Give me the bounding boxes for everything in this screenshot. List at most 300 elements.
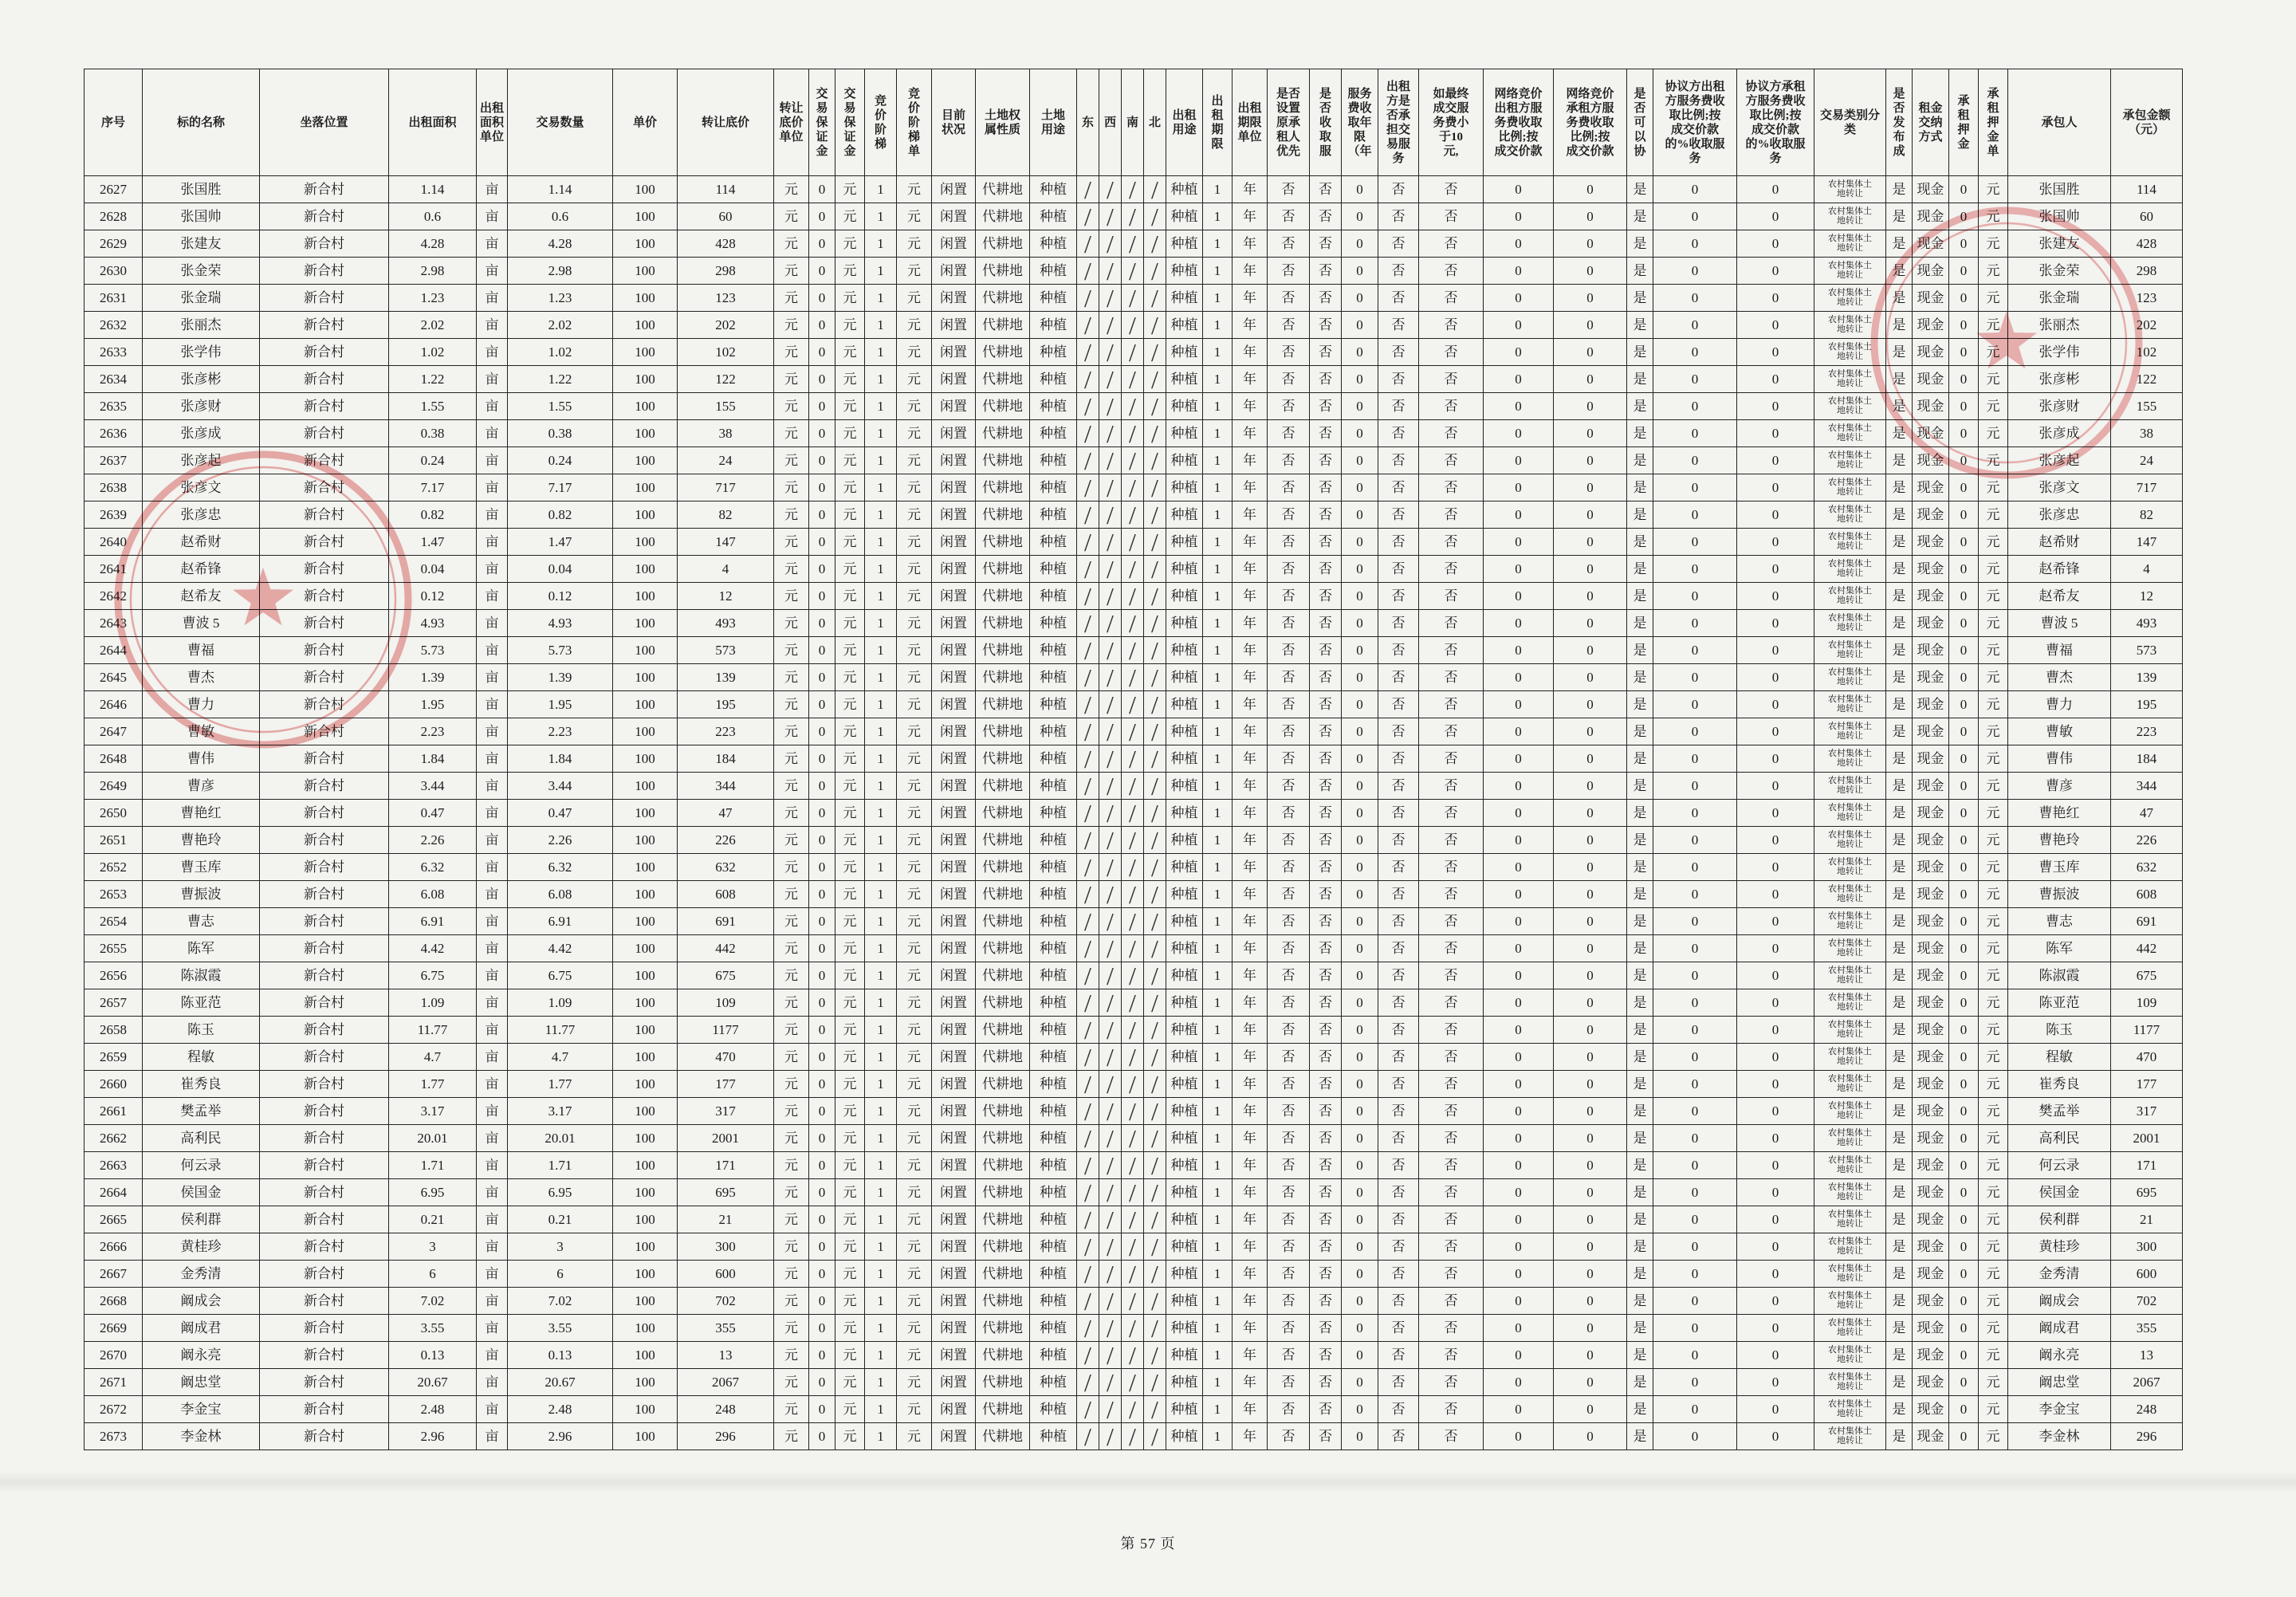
- cell-lease-area: 2.02: [389, 312, 477, 339]
- cell-agreement-lessor-fee-ratio: 0: [1653, 312, 1737, 339]
- cell-contractor: 张彦成: [2008, 420, 2111, 447]
- cell-land-use: 种植: [1030, 1315, 1077, 1342]
- cell-serial-no: 2642: [85, 583, 143, 610]
- cell-original-tenant-priority: 否: [1268, 800, 1310, 827]
- cell-lease-area: 6: [389, 1261, 477, 1288]
- cell-reserve-price-unit: 元: [774, 962, 809, 989]
- cell-lease-deposit: 0: [1949, 1017, 1979, 1044]
- cell-land-ownership: 代耕地: [976, 637, 1030, 664]
- cell-deposit-unit: 元: [835, 1017, 865, 1044]
- cell-unit-price: 100: [613, 502, 678, 529]
- cell-reserve-price: 493: [678, 610, 774, 637]
- cell-online-lessee-fee-ratio: 0: [1554, 258, 1627, 285]
- cell-west: /: [1099, 1206, 1122, 1233]
- cell-reserve-price: 12: [678, 583, 774, 610]
- cell-trade-quantity: 1.02: [508, 339, 613, 366]
- cell-bid-increment: 1: [865, 664, 897, 691]
- cell-lease-term-unit: 年: [1233, 285, 1268, 312]
- cell-agreement-lessee-fee-ratio: 0: [1737, 176, 1814, 203]
- cell-min-fee-rule: 否: [1419, 583, 1484, 610]
- cell-bid-increment-unit: 元: [897, 1261, 932, 1288]
- cell-lease-deposit: 0: [1949, 1179, 1979, 1206]
- cell-trade-category: [1814, 800, 1886, 827]
- cell-original-tenant-priority: 否: [1268, 935, 1310, 962]
- cell-north: /: [1144, 285, 1166, 312]
- cell-south: /: [1122, 366, 1144, 393]
- cell-contractor: 曹杰: [2008, 664, 2111, 691]
- cell-deposit: 0: [809, 203, 835, 230]
- cell-lease-deposit-unit: 元: [1979, 691, 2008, 718]
- cell-unit-price: 100: [613, 773, 678, 800]
- cell-original-tenant-priority: 否: [1268, 1369, 1310, 1396]
- cell-deposit-unit: 元: [835, 529, 865, 556]
- cell-min-fee-rule: 否: [1419, 529, 1484, 556]
- cell-publish-result: 是: [1886, 935, 1913, 962]
- cell-original-tenant-priority: 否: [1268, 447, 1310, 474]
- cell-bid-increment: 1: [865, 285, 897, 312]
- cell-agreement-lessee-fee-ratio: 0: [1737, 420, 1814, 447]
- cell-bid-increment-unit: 元: [897, 664, 932, 691]
- cell-lease-area: 0.82: [389, 502, 477, 529]
- cell-target-name: 阚永亮: [143, 1342, 260, 1369]
- cell-land-use: 种植: [1030, 474, 1077, 502]
- cell-reserve-price: 223: [678, 718, 774, 745]
- cell-bid-increment-unit: 元: [897, 1071, 932, 1098]
- cell-lease-area: 2.48: [389, 1396, 477, 1423]
- cell-current-status: 闲置: [932, 1423, 976, 1450]
- cell-lease-use: 种植: [1166, 203, 1203, 230]
- cell-agreement-lessor-fee-ratio: 0: [1653, 203, 1737, 230]
- cell-current-status: 闲置: [932, 637, 976, 664]
- cell-online-lessor-fee-ratio: 0: [1484, 285, 1554, 312]
- cell-service-fee-years: 0: [1342, 1206, 1378, 1233]
- cell-publish-result: 是: [1886, 1233, 1913, 1261]
- cell-trade-category-text: 农村集体土地转让: [1828, 288, 1872, 307]
- cell-rent-payment-method: 现金: [1913, 1071, 1949, 1098]
- cell-trade-category: [1814, 1315, 1886, 1342]
- cell-trade-category-text: 农村集体土地转让: [1828, 1318, 1872, 1337]
- cell-reserve-price-unit: 元: [774, 447, 809, 474]
- cell-trade-category: [1814, 637, 1886, 664]
- cell-land-ownership: 代耕地: [976, 1342, 1030, 1369]
- header-east: [1077, 69, 1099, 176]
- cell-reserve-price: 248: [678, 1396, 774, 1423]
- cell-land-ownership: 代耕地: [976, 474, 1030, 502]
- cell-negotiable: 是: [1627, 393, 1653, 420]
- table-row: [85, 800, 2183, 827]
- cell-online-lessor-fee-ratio: 0: [1484, 1233, 1554, 1261]
- cell-rent-payment-method: 现金: [1913, 1044, 1949, 1071]
- cell-negotiable: 是: [1627, 1152, 1653, 1179]
- cell-unit-price: 100: [613, 1288, 678, 1315]
- header-unit-price-label: 单价: [632, 116, 657, 129]
- cell-original-tenant-priority: 否: [1268, 583, 1310, 610]
- cell-east: /: [1077, 718, 1099, 745]
- cell-trade-quantity: 3.55: [508, 1315, 613, 1342]
- cell-contractor: 黄桂珍: [2008, 1233, 2111, 1261]
- cell-reserve-price: 122: [678, 366, 774, 393]
- cell-deposit: 0: [809, 312, 835, 339]
- cell-trade-category: [1814, 366, 1886, 393]
- cell-min-fee-rule: 否: [1419, 1152, 1484, 1179]
- cell-negotiable: 是: [1627, 1396, 1653, 1423]
- cell-original-tenant-priority: 否: [1268, 420, 1310, 447]
- cell-north: /: [1144, 1288, 1166, 1315]
- cell-negotiable: 是: [1627, 1261, 1653, 1288]
- cell-charge-service-fee: 否: [1310, 474, 1342, 502]
- cell-lease-deposit-unit: 元: [1979, 1044, 2008, 1071]
- cell-unit-price: 100: [613, 664, 678, 691]
- cell-north: /: [1144, 1315, 1166, 1342]
- cell-target-name: 张彦彬: [143, 366, 260, 393]
- cell-east: /: [1077, 637, 1099, 664]
- cell-reserve-price-unit: 元: [774, 1179, 809, 1206]
- cell-bid-increment: 1: [865, 854, 897, 881]
- header-negotiable: [1627, 69, 1653, 176]
- cell-land-ownership: 代耕地: [976, 1233, 1030, 1261]
- cell-location: 新合村: [260, 1071, 389, 1098]
- cell-target-name: 侯国金: [143, 1179, 260, 1206]
- cell-bid-increment-unit: 元: [897, 1098, 932, 1125]
- cell-bid-increment: 1: [865, 827, 897, 854]
- cell-deposit: 0: [809, 745, 835, 773]
- cell-agreement-lessee-fee-ratio: 0: [1737, 1125, 1814, 1152]
- cell-negotiable: 是: [1627, 1098, 1653, 1125]
- cell-target-name: 张彦成: [143, 420, 260, 447]
- cell-publish-result: 是: [1886, 881, 1913, 908]
- cell-east: /: [1077, 773, 1099, 800]
- cell-lease-deposit-unit: 元: [1979, 827, 2008, 854]
- cell-land-use: 种植: [1030, 556, 1077, 583]
- cell-east: /: [1077, 420, 1099, 447]
- cell-south: /: [1122, 1396, 1144, 1423]
- cell-agreement-lessee-fee-ratio: 0: [1737, 1233, 1814, 1261]
- cell-contractor: 李金宝: [2008, 1396, 2111, 1423]
- cell-contract-amount: 171: [2111, 1152, 2183, 1179]
- cell-location: 新合村: [260, 935, 389, 962]
- cell-original-tenant-priority: 否: [1268, 827, 1310, 854]
- header-rent-payment-method-label: 租金交纳方式: [1918, 101, 1943, 144]
- cell-serial-no: 2631: [85, 285, 143, 312]
- cell-trade-category: [1814, 854, 1886, 881]
- cell-bid-increment-unit: 元: [897, 1288, 932, 1315]
- cell-reserve-price: 695: [678, 1179, 774, 1206]
- cell-online-lessor-fee-ratio: 0: [1484, 935, 1554, 962]
- cell-publish-result: 是: [1886, 203, 1913, 230]
- header-online-lessee-fee-ratio-label: 网络竞价承租方服务费收取比例;按成交价款: [1566, 87, 1614, 158]
- cell-trade-category: [1814, 420, 1886, 447]
- header-land-use: [1030, 69, 1077, 176]
- cell-deposit-unit: 元: [835, 366, 865, 393]
- cell-land-ownership: 代耕地: [976, 393, 1030, 420]
- cell-lease-deposit: 0: [1949, 312, 1979, 339]
- cell-rent-payment-method: 现金: [1913, 583, 1949, 610]
- cell-west: /: [1099, 1342, 1122, 1369]
- cell-lessor-bears-fee: 否: [1378, 908, 1419, 935]
- cell-agreement-lessee-fee-ratio: 0: [1737, 366, 1814, 393]
- cell-contract-amount: 195: [2111, 691, 2183, 718]
- cell-rent-payment-method: 现金: [1913, 745, 1949, 773]
- cell-contractor: 金秀清: [2008, 1261, 2111, 1288]
- cell-service-fee-years: 0: [1342, 637, 1378, 664]
- cell-trade-quantity: 1.47: [508, 529, 613, 556]
- cell-online-lessor-fee-ratio: 0: [1484, 556, 1554, 583]
- cell-original-tenant-priority: 否: [1268, 745, 1310, 773]
- cell-service-fee-years: 0: [1342, 935, 1378, 962]
- cell-lease-term-unit: 年: [1233, 1315, 1268, 1342]
- header-trade-category-label: 交易类别分类: [1819, 108, 1880, 136]
- cell-negotiable: 是: [1627, 339, 1653, 366]
- cell-rent-payment-method: 现金: [1913, 1315, 1949, 1342]
- cell-lease-area: 0.13: [389, 1342, 477, 1369]
- header-land-use-label: 土地用途: [1040, 108, 1065, 136]
- cell-deposit-unit: 元: [835, 1206, 865, 1233]
- cell-bid-increment: 1: [865, 393, 897, 420]
- cell-east: /: [1077, 258, 1099, 285]
- cell-trade-category-text: 农村集体土地转让: [1828, 1426, 1872, 1446]
- cell-west: /: [1099, 1423, 1122, 1450]
- cell-unit-price: 100: [613, 1125, 678, 1152]
- cell-land-use: 种植: [1030, 366, 1077, 393]
- cell-trade-category: [1814, 1017, 1886, 1044]
- cell-original-tenant-priority: 否: [1268, 989, 1310, 1017]
- cell-service-fee-years: 0: [1342, 1423, 1378, 1450]
- cell-lessor-bears-fee: 否: [1378, 556, 1419, 583]
- cell-lease-term-unit: 年: [1233, 1396, 1268, 1423]
- cell-lease-term: 1: [1203, 800, 1233, 827]
- cell-trade-quantity: 7.17: [508, 474, 613, 502]
- cell-bid-increment: 1: [865, 1017, 897, 1044]
- cell-unit-price: 100: [613, 1315, 678, 1342]
- cell-trade-category-text: 农村集体土地转让: [1828, 586, 1872, 605]
- cell-negotiable: 是: [1627, 1125, 1653, 1152]
- cell-land-use: 种植: [1030, 962, 1077, 989]
- cell-trade-category: [1814, 1423, 1886, 1450]
- cell-location: 新合村: [260, 1369, 389, 1396]
- cell-unit-price: 100: [613, 610, 678, 637]
- cell-lease-deposit-unit: 元: [1979, 664, 2008, 691]
- cell-contractor: 阚忠堂: [2008, 1369, 2111, 1396]
- cell-location: 新合村: [260, 962, 389, 989]
- cell-unit-price: 100: [613, 800, 678, 827]
- cell-rent-payment-method: 现金: [1913, 1233, 1949, 1261]
- cell-south: /: [1122, 1288, 1144, 1315]
- cell-agreement-lessor-fee-ratio: 0: [1653, 881, 1737, 908]
- cell-trade-quantity: 2.48: [508, 1396, 613, 1423]
- cell-serial-no: 2669: [85, 1315, 143, 1342]
- cell-lease-term-unit: 年: [1233, 935, 1268, 962]
- cell-deposit-unit: 元: [835, 312, 865, 339]
- cell-lease-term: 1: [1203, 1044, 1233, 1071]
- cell-contract-amount: 109: [2111, 989, 2183, 1017]
- cell-publish-result: 是: [1886, 1423, 1913, 1450]
- cell-lessor-bears-fee: 否: [1378, 1423, 1419, 1450]
- cell-min-fee-rule: 否: [1419, 285, 1484, 312]
- cell-service-fee-years: 0: [1342, 664, 1378, 691]
- cell-charge-service-fee: 否: [1310, 854, 1342, 881]
- cell-land-ownership: 代耕地: [976, 1152, 1030, 1179]
- cell-current-status: 闲置: [932, 393, 976, 420]
- cell-lease-deposit-unit: 元: [1979, 1261, 2008, 1288]
- cell-area-unit: 亩: [477, 366, 508, 393]
- cell-lessor-bears-fee: 否: [1378, 1098, 1419, 1125]
- cell-east: /: [1077, 447, 1099, 474]
- cell-agreement-lessor-fee-ratio: 0: [1653, 556, 1737, 583]
- cell-trade-category-text: 农村集体土地转让: [1828, 450, 1872, 470]
- cell-current-status: 闲置: [932, 1044, 976, 1071]
- cell-lease-deposit-unit: 元: [1979, 935, 2008, 962]
- cell-charge-service-fee: 否: [1310, 691, 1342, 718]
- cell-lease-deposit: 0: [1949, 420, 1979, 447]
- cell-online-lessee-fee-ratio: 0: [1554, 1152, 1627, 1179]
- cell-current-status: 闲置: [932, 827, 976, 854]
- cell-west: /: [1099, 1179, 1122, 1206]
- cell-trade-category: [1814, 1206, 1886, 1233]
- cell-target-name: 樊孟举: [143, 1098, 260, 1125]
- cell-west: /: [1099, 1233, 1122, 1261]
- cell-online-lessor-fee-ratio: 0: [1484, 393, 1554, 420]
- cell-serial-no: 2672: [85, 1396, 143, 1423]
- cell-target-name: 张国帅: [143, 203, 260, 230]
- cell-serial-no: 2654: [85, 908, 143, 935]
- cell-bid-increment-unit: 元: [897, 854, 932, 881]
- cell-original-tenant-priority: 否: [1268, 230, 1310, 258]
- cell-land-ownership: 代耕地: [976, 1369, 1030, 1396]
- cell-contract-amount: 493: [2111, 610, 2183, 637]
- table-row: [85, 1206, 2183, 1233]
- cell-deposit: 0: [809, 1315, 835, 1342]
- cell-lease-deposit-unit: 元: [1979, 745, 2008, 773]
- cell-reserve-price-unit: 元: [774, 1315, 809, 1342]
- cell-contractor: 何云录: [2008, 1152, 2111, 1179]
- cell-lease-use: 种植: [1166, 935, 1203, 962]
- cell-contract-amount: 442: [2111, 935, 2183, 962]
- cell-location: 新合村: [260, 1261, 389, 1288]
- cell-serial-no: 2638: [85, 474, 143, 502]
- cell-service-fee-years: 0: [1342, 827, 1378, 854]
- cell-rent-payment-method: 现金: [1913, 1423, 1949, 1450]
- cell-lease-term: 1: [1203, 745, 1233, 773]
- table-row: [85, 664, 2183, 691]
- cell-lease-term: 1: [1203, 312, 1233, 339]
- cell-reserve-price: 60: [678, 203, 774, 230]
- cell-location: 新合村: [260, 1342, 389, 1369]
- header-trade-quantity-label: 交易数量: [536, 116, 584, 129]
- table-row: [85, 556, 2183, 583]
- cell-publish-result: 是: [1886, 502, 1913, 529]
- table-row: [85, 420, 2183, 447]
- cell-serial-no: 2633: [85, 339, 143, 366]
- cell-rent-payment-method: 现金: [1913, 1098, 1949, 1125]
- cell-lease-term: 1: [1203, 1152, 1233, 1179]
- cell-trade-category-text: 农村集体土地转让: [1828, 478, 1872, 497]
- cell-west: /: [1099, 827, 1122, 854]
- cell-agreement-lessor-fee-ratio: 0: [1653, 1179, 1737, 1206]
- cell-negotiable: 是: [1627, 1206, 1653, 1233]
- cell-reserve-price: 226: [678, 827, 774, 854]
- cell-agreement-lessee-fee-ratio: 0: [1737, 1017, 1814, 1044]
- cell-agreement-lessor-fee-ratio: 0: [1653, 610, 1737, 637]
- cell-deposit-unit: 元: [835, 962, 865, 989]
- cell-trade-quantity: 0.47: [508, 800, 613, 827]
- cell-agreement-lessee-fee-ratio: 0: [1737, 745, 1814, 773]
- cell-charge-service-fee: 否: [1310, 312, 1342, 339]
- cell-lease-area: 6.08: [389, 881, 477, 908]
- table-row: [85, 312, 2183, 339]
- cell-lease-deposit-unit: 元: [1979, 1423, 2008, 1450]
- cell-north: /: [1144, 1342, 1166, 1369]
- cell-agreement-lessee-fee-ratio: 0: [1737, 1179, 1814, 1206]
- cell-original-tenant-priority: 否: [1268, 637, 1310, 664]
- cell-agreement-lessee-fee-ratio: 0: [1737, 339, 1814, 366]
- cell-current-status: 闲置: [932, 203, 976, 230]
- cell-online-lessor-fee-ratio: 0: [1484, 502, 1554, 529]
- cell-agreement-lessor-fee-ratio: 0: [1653, 908, 1737, 935]
- cell-lease-deposit-unit: 元: [1979, 908, 2008, 935]
- cell-north: /: [1144, 230, 1166, 258]
- cell-land-ownership: 代耕地: [976, 583, 1030, 610]
- cell-online-lessee-fee-ratio: 0: [1554, 1423, 1627, 1450]
- cell-trade-category-text: 农村集体土地转让: [1828, 1155, 1872, 1174]
- cell-rent-payment-method: 现金: [1913, 962, 1949, 989]
- header-publish-result: [1886, 69, 1913, 176]
- cell-trade-quantity: 2.02: [508, 312, 613, 339]
- cell-service-fee-years: 0: [1342, 474, 1378, 502]
- table-row: [85, 1396, 2183, 1423]
- cell-min-fee-rule: 否: [1419, 610, 1484, 637]
- cell-agreement-lessor-fee-ratio: 0: [1653, 800, 1737, 827]
- cell-lessor-bears-fee: 否: [1378, 1206, 1419, 1233]
- cell-trade-category-text: 农村集体土地转让: [1828, 1399, 1872, 1418]
- cell-trade-category-text: 农村集体土地转让: [1828, 613, 1872, 632]
- cell-south: /: [1122, 989, 1144, 1017]
- cell-east: /: [1077, 529, 1099, 556]
- cell-east: /: [1077, 1071, 1099, 1098]
- cell-target-name: 张金瑞: [143, 285, 260, 312]
- cell-agreement-lessor-fee-ratio: 0: [1653, 1017, 1737, 1044]
- cell-negotiable: 是: [1627, 718, 1653, 745]
- cell-area-unit: 亩: [477, 420, 508, 447]
- cell-publish-result: 是: [1886, 583, 1913, 610]
- cell-negotiable: 是: [1627, 203, 1653, 230]
- cell-original-tenant-priority: 否: [1268, 393, 1310, 420]
- cell-bid-increment-unit: 元: [897, 745, 932, 773]
- cell-unit-price: 100: [613, 935, 678, 962]
- cell-reserve-price-unit: 元: [774, 1071, 809, 1098]
- cell-lease-area: 1.39: [389, 664, 477, 691]
- cell-reserve-price: 298: [678, 258, 774, 285]
- cell-trade-category: [1814, 1125, 1886, 1152]
- cell-target-name: 曹杰: [143, 664, 260, 691]
- cell-land-use: 种植: [1030, 339, 1077, 366]
- cell-bid-increment-unit: 元: [897, 339, 932, 366]
- cell-lease-term-unit: 年: [1233, 1152, 1268, 1179]
- cell-lease-term-unit: 年: [1233, 1071, 1268, 1098]
- cell-area-unit: 亩: [477, 583, 508, 610]
- cell-lessor-bears-fee: 否: [1378, 664, 1419, 691]
- cell-trade-category-text: 农村集体土地转让: [1828, 667, 1872, 686]
- cell-bid-increment: 1: [865, 1152, 897, 1179]
- cell-deposit: 0: [809, 854, 835, 881]
- cell-target-name: 李金宝: [143, 1396, 260, 1423]
- cell-lessor-bears-fee: 否: [1378, 1396, 1419, 1423]
- cell-agreement-lessee-fee-ratio: 0: [1737, 1396, 1814, 1423]
- table-row: [85, 908, 2183, 935]
- cell-current-status: 闲置: [932, 1342, 976, 1369]
- cell-negotiable: 是: [1627, 556, 1653, 583]
- cell-trade-category-text: 农村集体土地转让: [1828, 1264, 1872, 1283]
- cell-current-status: 闲置: [932, 1233, 976, 1261]
